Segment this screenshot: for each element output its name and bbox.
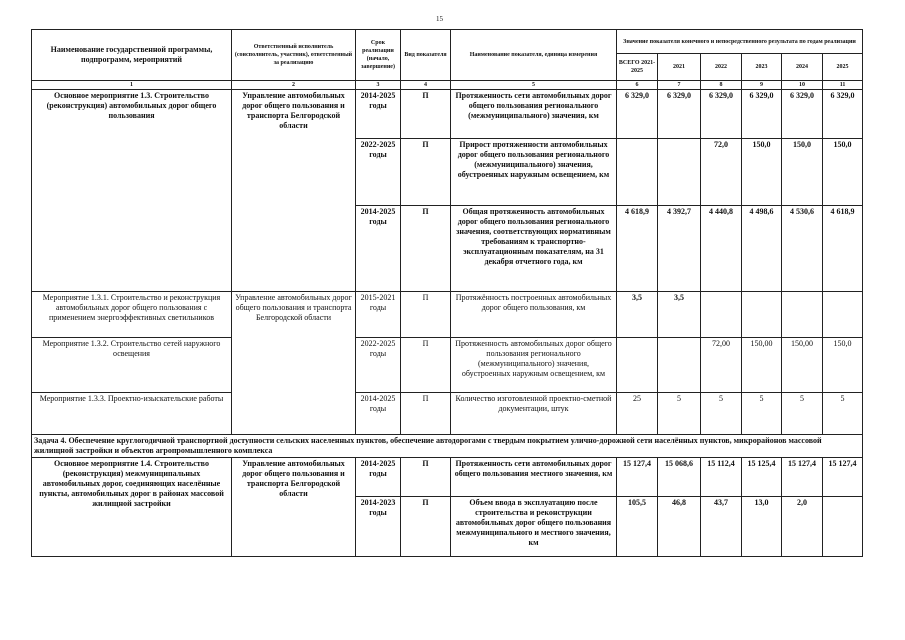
col-number: 6 xyxy=(617,81,658,90)
row-type: П xyxy=(401,497,451,557)
value-2023: 5 xyxy=(742,393,782,435)
value-2024 xyxy=(782,292,823,338)
col-number: 3 xyxy=(356,81,401,90)
header-year-2021: 2021 xyxy=(658,54,701,81)
row-term: 2014-2025 годы xyxy=(356,90,401,139)
value-2021: 4 392,7 xyxy=(658,206,701,292)
value-2022: 4 440,8 xyxy=(701,206,742,292)
row-type: П xyxy=(401,139,451,206)
row-indicator: Количество изготовленной проектно-сметной документации, штук xyxy=(451,393,617,435)
measures-1-3-x-responsible: Управление автомобильных дорог общего пользования и транспорта Белгородской области xyxy=(232,292,356,435)
value-2021: 46,8 xyxy=(658,497,701,557)
value-2021: 6 329,0 xyxy=(658,90,701,139)
row-indicator: Объем ввода в эксплуатацию после строительства и реконструкции автомобильных дорог общего пользования межмуниципального и местного значения, км xyxy=(451,497,617,557)
row-type: П xyxy=(401,292,451,338)
header-term: Срок реализации (начало, завершение) xyxy=(356,30,401,81)
value-2021: 15 068,6 xyxy=(658,458,701,497)
value-total xyxy=(617,338,658,393)
page-number: 15 xyxy=(436,15,443,23)
value-2025: 150,0 xyxy=(823,139,863,206)
measure-1-3-2-name: Мероприятие 1.3.2. Строительство сетей наружного освещения xyxy=(32,338,232,393)
measure-1-3-responsible: Управление автомобильных дорог общего пользования и транспорта Белгородской области xyxy=(232,90,356,292)
header-indicator-type: Вид показателя xyxy=(401,30,451,81)
value-total: 105,5 xyxy=(617,497,658,557)
row-indicator: Протяженность сети автомобильных дорог общего пользования регионального (межмуниципального) значения, км xyxy=(451,90,617,139)
value-2021: 5 xyxy=(658,393,701,435)
value-2023: 150,00 xyxy=(742,338,782,393)
row-type: П xyxy=(401,90,451,139)
header-year-2024: 2024 xyxy=(782,54,823,81)
value-2022 xyxy=(701,292,742,338)
value-2025: 15 127,4 xyxy=(823,458,863,497)
value-2023: 6 329,0 xyxy=(742,90,782,139)
header-year-2023: 2023 xyxy=(742,54,782,81)
header-values-group: Значение показателя конечного и непосредственного результата по годам реализации xyxy=(617,30,863,54)
indicators-table xyxy=(31,29,863,557)
col-number: 11 xyxy=(823,81,863,90)
value-2023: 15 125,4 xyxy=(742,458,782,497)
row-term: 2014-2025 годы xyxy=(356,393,401,435)
header-responsible: Ответственный исполнитель (соисполнитель, участник), ответственный за реализацию xyxy=(232,30,356,81)
value-2024: 150,0 xyxy=(782,139,823,206)
value-2021 xyxy=(658,338,701,393)
value-2025: 4 618,9 xyxy=(823,206,863,292)
value-2025: 5 xyxy=(823,393,863,435)
value-total: 15 127,4 xyxy=(617,458,658,497)
value-2023: 13,0 xyxy=(742,497,782,557)
value-total: 6 329,0 xyxy=(617,90,658,139)
col-number: 5 xyxy=(451,81,617,90)
task-4-heading: Задача 4. Обеспечение круглогодичной транспортной доступности сельских населенных пунктов, обеспечение автодорогами с твердым покрытием улично-дорожной сети населённых пунктов, микрорайонов массовой жилищной застройки и объектов агропромышленного комплекса xyxy=(32,435,863,458)
value-2024: 5 xyxy=(782,393,823,435)
value-total: 3,5 xyxy=(617,292,658,338)
measure-1-3-1-name: Мероприятие 1.3.1. Строительство и реконструкция автомобильных дорог общего пользования с применением энергоэффективных светильников xyxy=(32,292,232,338)
row-term: 2014-2025 годы xyxy=(356,458,401,497)
row-term: 2014-2023 годы xyxy=(356,497,401,557)
measure-1-4-responsible: Управление автомобильных дорог общего пользования и транспорта Белгородской области xyxy=(232,458,356,557)
header-indicator-name: Наименование показателя, единица измерения xyxy=(451,30,617,81)
value-2023 xyxy=(742,292,782,338)
row-type: П xyxy=(401,338,451,393)
row-term: 2015-2021 годы xyxy=(356,292,401,338)
row-type: П xyxy=(401,458,451,497)
value-2022: 15 112,4 xyxy=(701,458,742,497)
row-indicator: Протяжённость построенных автомобильных дорог общего пользования, км xyxy=(451,292,617,338)
value-2024: 6 329,0 xyxy=(782,90,823,139)
value-2023: 4 498,6 xyxy=(742,206,782,292)
value-2022: 5 xyxy=(701,393,742,435)
value-2025: 6 329,0 xyxy=(823,90,863,139)
value-2025 xyxy=(823,292,863,338)
col-number: 4 xyxy=(401,81,451,90)
row-indicator: Протяженность сети автомобильных дорог общего пользования местного значения, км xyxy=(451,458,617,497)
col-number: 1 xyxy=(32,81,232,90)
value-2025 xyxy=(823,497,863,557)
header-total: ВСЕГО 2021-2025 xyxy=(617,54,658,81)
value-2024: 2,0 xyxy=(782,497,823,557)
measure-1-3-3-name: Мероприятие 1.3.3. Проектно-изыскательские работы xyxy=(32,393,232,435)
value-2024: 150,00 xyxy=(782,338,823,393)
measure-1-3-name: Основное мероприятие 1.3. Строительство (реконструкция) автомобильных дорог общего пользования xyxy=(32,90,232,292)
col-number: 7 xyxy=(658,81,701,90)
value-total: 25 xyxy=(617,393,658,435)
value-2022: 72,0 xyxy=(701,139,742,206)
row-indicator: Прирост протяженности автомобильных дорог общего пользования регионального (межмуниципального) значения, обустроенных наружным освещением, км xyxy=(451,139,617,206)
col-number: 8 xyxy=(701,81,742,90)
col-number: 10 xyxy=(782,81,823,90)
value-2021: 3,5 xyxy=(658,292,701,338)
value-2023: 150,0 xyxy=(742,139,782,206)
row-term: 2014-2025 годы xyxy=(356,206,401,292)
header-year-2022: 2022 xyxy=(701,54,742,81)
value-2024: 4 530,6 xyxy=(782,206,823,292)
row-indicator: Протяженность автомобильных дорог общего пользования регионального (межмуниципального) значения, обустроенных наружным освещением, км xyxy=(451,338,617,393)
value-2022: 43,7 xyxy=(701,497,742,557)
col-number: 9 xyxy=(742,81,782,90)
value-2025: 150,0 xyxy=(823,338,863,393)
value-total xyxy=(617,139,658,206)
measure-1-4-name: Основное мероприятие 1.4. Строительство (реконструкция) межмуниципальных автомобильных дорог, соединяющих населённые пункты, автомобильных дорог в районах массовой жилищной застройки xyxy=(32,458,232,557)
row-term: 2022-2025 годы xyxy=(356,139,401,206)
value-2021 xyxy=(658,139,701,206)
value-total: 4 618,9 xyxy=(617,206,658,292)
row-type: П xyxy=(401,206,451,292)
value-2022: 6 329,0 xyxy=(701,90,742,139)
row-indicator: Общая протяженность автомобильных дорог общего пользования регионального значения, соответствующих нормативным требованиям к транспортно-эксплуатационным показателям, на 31 декабря отчетного года, км xyxy=(451,206,617,292)
col-number: 2 xyxy=(232,81,356,90)
row-type: П xyxy=(401,393,451,435)
value-2024: 15 127,4 xyxy=(782,458,823,497)
header-year-2025: 2025 xyxy=(823,54,863,81)
header-program-name: Наименование государственной программы, подпрограмм, мероприятий xyxy=(32,30,232,81)
value-2022: 72,00 xyxy=(701,338,742,393)
row-term: 2022-2025 годы xyxy=(356,338,401,393)
